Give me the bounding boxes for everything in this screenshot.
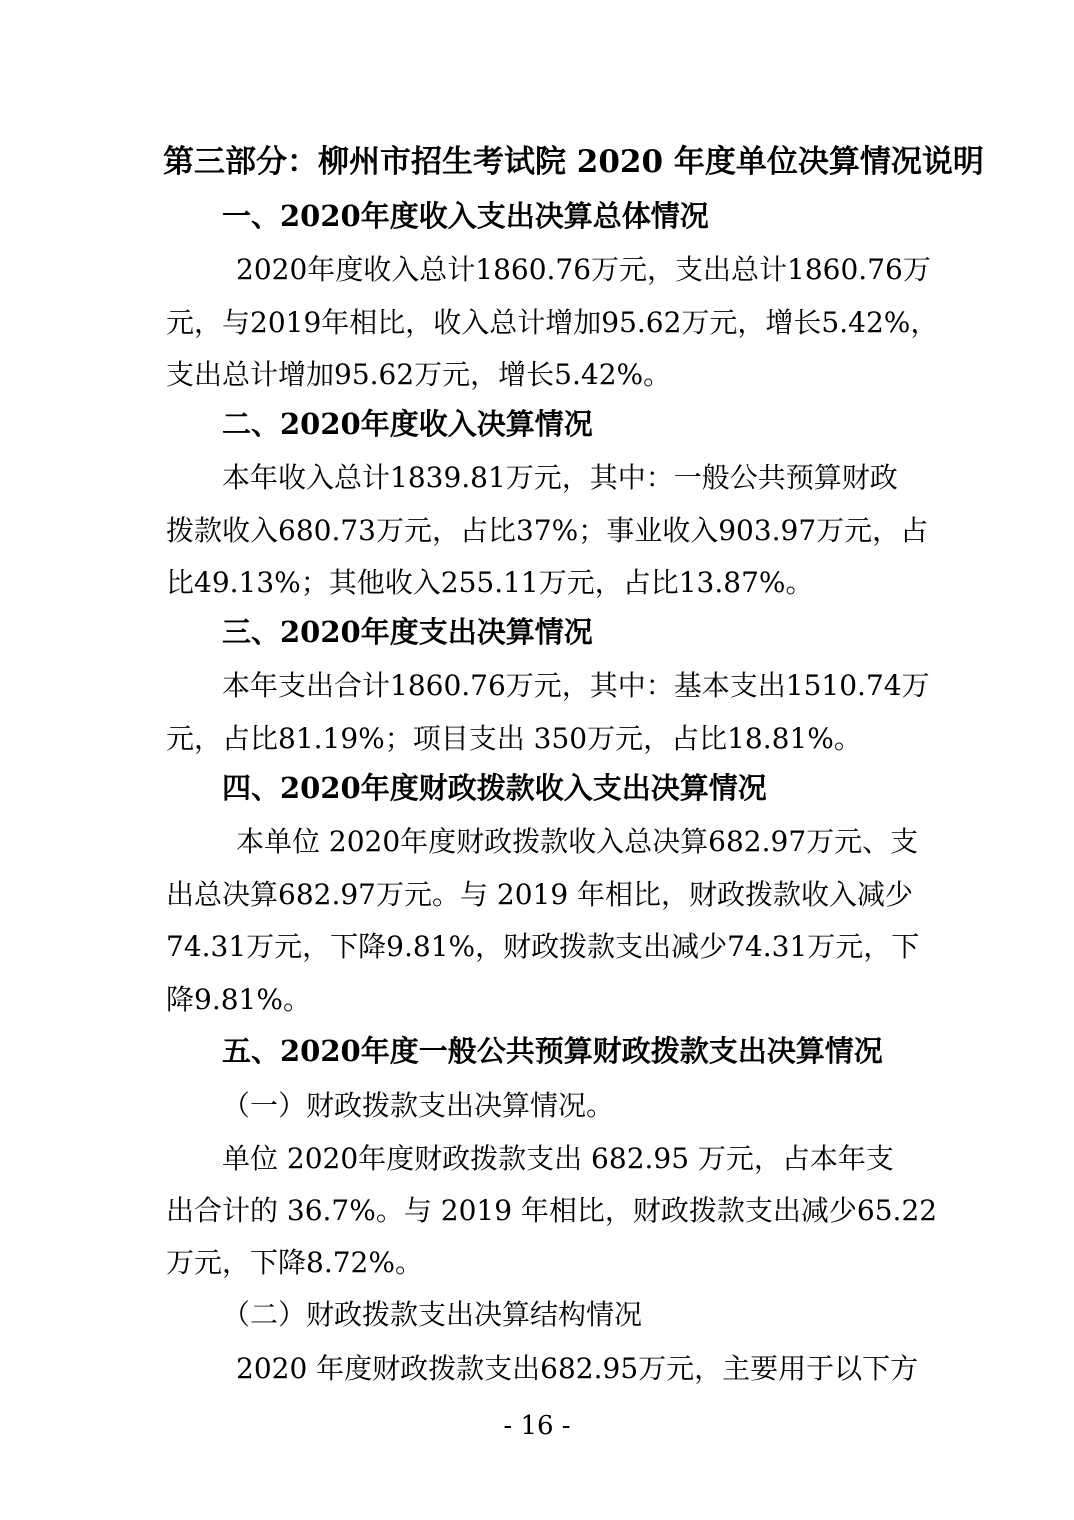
section-5-subheading-1: （一）财政拨款支出决算情况。 xyxy=(222,1089,615,1122)
section-4-line-2: 出总决算682.97万元。与 2019 年相比，财政拨款收入减少 xyxy=(166,878,914,911)
section-5-heading: 五、2020年度一般公共预算财政拨款支出决算情况 xyxy=(222,1034,883,1068)
document-title: 第三部分：柳州市招生考试院 2020 年度单位决算情况说明 xyxy=(163,144,984,180)
section-1-line-1: 2020年度收入总计1860.76万元，支出总计1860.76万 xyxy=(236,253,931,286)
section-5-subheading-2: （二）财政拨款支出决算结构情况 xyxy=(222,1298,643,1331)
section-1-line-2: 元，与2019年相比，收入总计增加95.62万元，增长5.42%， xyxy=(166,306,939,339)
section-3-line-2: 元，占比81.19%；项目支出 350万元，占比18.81%。 xyxy=(166,722,862,755)
section-1-line-3: 支出总计增加95.62万元，增长5.42%。 xyxy=(166,358,672,391)
section-2-line-3: 比49.13%；其他收入255.11万元，占比13.87%。 xyxy=(166,566,814,599)
page-number: - 16 - xyxy=(503,1411,571,1441)
section-3-heading: 三、2020年度支出决算情况 xyxy=(222,615,593,649)
section-2-line-1: 本年收入总计1839.81万元，其中：一般公共预算财政 xyxy=(222,461,898,494)
section-4-line-3: 74.31万元，下降9.81%，财政拨款支出减少74.31万元，下 xyxy=(166,930,920,963)
section-4-line-1: 本单位 2020年度财政拨款收入总决算682.97万元、支 xyxy=(236,825,919,858)
section-2-heading: 二、2020年度收入决算情况 xyxy=(222,407,593,441)
section-5-line-1: 单位 2020年度财政拨款支出 682.95 万元，占本年支 xyxy=(222,1142,894,1175)
section-5-line-2: 出合计的 36.7%。与 2019 年相比，财政拨款支出减少65.22 xyxy=(166,1194,938,1227)
section-4-heading: 四、2020年度财政拨款收入支出决算情况 xyxy=(222,771,767,805)
section-2-line-2: 拨款收入680.73万元，占比37%；事业收入903.97万元，占 xyxy=(166,514,929,547)
section-1-heading: 一、2020年度收入支出决算总体情况 xyxy=(222,199,709,233)
section-5-line-3: 万元，下降8.72%。 xyxy=(166,1246,423,1279)
section-4-line-4: 降9.81%。 xyxy=(166,983,311,1016)
section-3-line-1: 本年支出合计1860.76万元，其中：基本支出1510.74万 xyxy=(222,669,930,702)
section-5-line-4: 2020 年度财政拨款支出682.95万元，主要用于以下方 xyxy=(236,1352,919,1385)
